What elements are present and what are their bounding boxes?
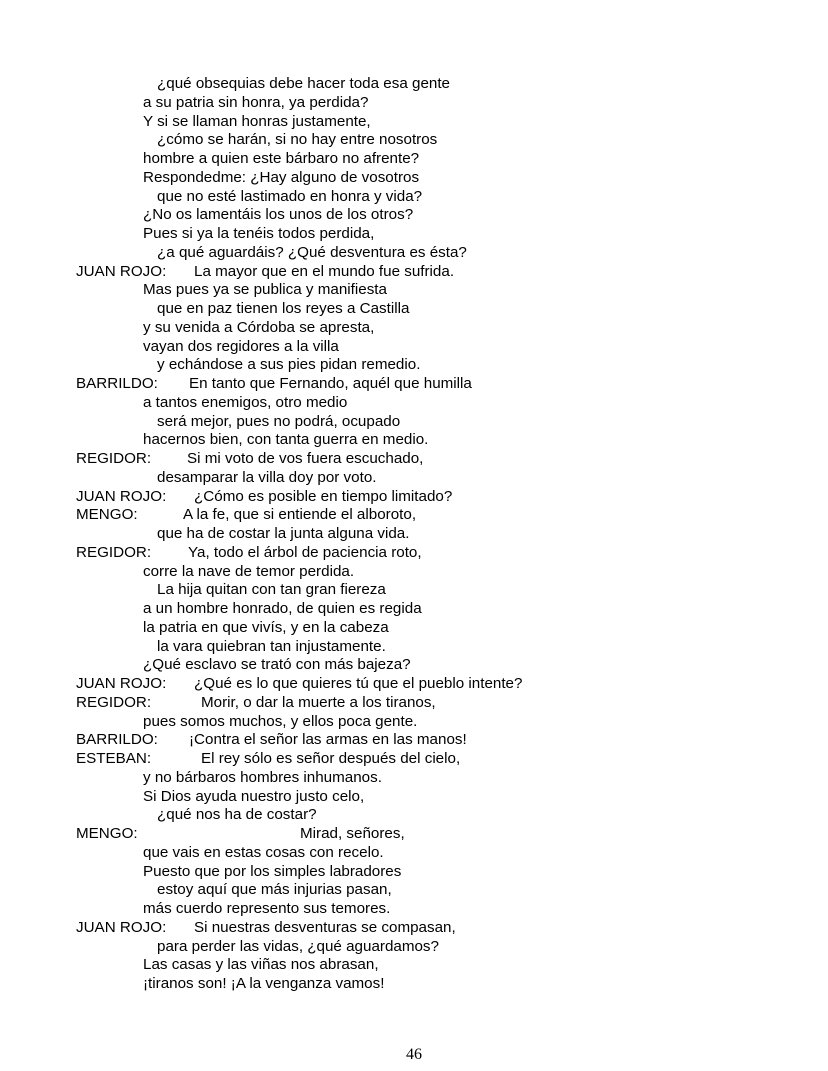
verse-line	[0, 187, 828, 206]
verse-line	[0, 824, 828, 843]
verse-line	[0, 337, 828, 356]
speaker-name: JUAN ROJO:	[76, 262, 167, 280]
verse-line	[0, 130, 828, 149]
verse-text: ¿a qué aguardáis? ¿Qué desventura es ésta?	[157, 243, 467, 261]
verse-line	[0, 449, 828, 468]
verse-text: ¿qué obsequias debe hacer toda esa gente	[157, 75, 451, 92]
verse-text: La mayor que en el mundo fue sufrida.	[194, 262, 455, 280]
verse-line	[0, 674, 828, 693]
verse-line	[0, 93, 828, 112]
verse-line	[0, 955, 828, 974]
verse-text: hacernos bien, con tanta guerra en medio.	[143, 431, 429, 449]
verse-line	[0, 937, 828, 956]
verse-line	[0, 805, 828, 824]
verse-text: Si nuestras desventuras se compasan,	[194, 918, 456, 936]
verse-text: hombre a quien este bárbaro no afrente?	[143, 150, 420, 167]
verse-text: ¡Contra el señor las armas en las manos!	[189, 731, 467, 749]
verse-text: y no bárbaros hombres inhumanos.	[143, 768, 382, 786]
verse-text: ¿Qué es lo que quieres tú que el pueblo intente?	[194, 675, 523, 692]
verse-line	[0, 149, 828, 168]
verse-line	[0, 262, 828, 281]
verse-line	[0, 468, 828, 487]
verse-line	[0, 599, 828, 618]
verse-line	[0, 318, 828, 337]
speaker-name: JUAN ROJO:	[76, 487, 167, 505]
verse-line	[0, 749, 828, 768]
verse-line	[0, 393, 828, 412]
verse-line	[0, 487, 828, 506]
verse-text: más cuerdo represento sus temores.	[143, 900, 391, 917]
speaker-name: BARRILDO:	[76, 731, 158, 749]
verse-text: estoy aquí que más injurias pasan,	[157, 881, 392, 899]
verse-text: a tantos enemigos, otro medio	[143, 393, 348, 411]
verse-line	[0, 543, 828, 562]
verse-line	[0, 112, 828, 131]
verse-text: que ha de costar la junta alguna vida.	[157, 525, 410, 542]
verse-text: Las casas y las viñas nos abrasan,	[143, 956, 379, 974]
speaker-name: REGIDOR:	[76, 543, 152, 561]
verse-line	[0, 280, 828, 299]
verse-text: la patria en que vivís, y en la cabeza	[143, 618, 389, 636]
verse-text: a su patria sin honra, ya perdida?	[143, 93, 369, 111]
verse-line	[0, 224, 828, 243]
verse-text: será mejor, pues no podrá, ocupado	[157, 412, 401, 430]
speaker-name: REGIDOR:	[76, 450, 152, 467]
verse-text: Pues si ya la tenéis todos perdida,	[143, 225, 375, 242]
speaker-name: REGIDOR:	[76, 693, 152, 711]
speaker-name: JUAN ROJO:	[76, 918, 167, 936]
verse-text: ¿No os lamentáis los unos de los otros?	[143, 206, 414, 224]
verse-text: Mirad, señores,	[300, 825, 405, 842]
verse-line	[0, 655, 828, 674]
verse-text: A la fe, que si entiende el alboroto,	[183, 506, 417, 524]
verse-text: a un hombre honrado, de quien es regida	[143, 600, 422, 617]
verse-line	[0, 430, 828, 449]
speaker-name: JUAN ROJO:	[76, 675, 167, 692]
verse-line	[0, 524, 828, 543]
verse-line	[0, 730, 828, 749]
verse-text: pues somos muchos, y ellos poca gente.	[143, 712, 418, 730]
verse-text: corre la nave de temor perdida.	[143, 562, 355, 580]
verse-line	[0, 299, 828, 318]
verse-text: Morir, o dar la muerte a los tiranos,	[201, 693, 436, 711]
verse-line	[0, 374, 828, 393]
verse-line	[0, 899, 828, 918]
verse-text: que vais en estas cosas con recelo.	[143, 843, 384, 861]
verse-text: ¡tiranos son! ¡A la venganza vamos!	[143, 975, 385, 992]
verse-line	[0, 712, 828, 731]
verse-text: Ya, todo el árbol de paciencia roto,	[188, 543, 422, 561]
verse-line	[0, 787, 828, 806]
verse-text: que en paz tienen los reyes a Castilla	[157, 300, 410, 317]
verse-line	[0, 505, 828, 524]
verse-text: desamparar la villa doy por voto.	[157, 468, 377, 486]
verse-text: y su venida a Córdoba se apresta,	[143, 318, 375, 336]
page-number: 46	[406, 1046, 422, 1063]
verse-line	[0, 768, 828, 787]
verse-line	[0, 880, 828, 899]
verse-text: En tanto que Fernando, aquél que humilla	[189, 375, 472, 392]
verse-line	[0, 168, 828, 187]
verse-text: y echándose a sus pies pidan remedio.	[157, 356, 421, 374]
verse-line	[0, 637, 828, 656]
verse-text: La hija quitan con tan gran fiereza	[157, 581, 386, 599]
verse-text: que no esté lastimado en honra y vida?	[157, 187, 423, 205]
verse-text: Mas pues ya se publica y manifiesta	[143, 281, 387, 299]
verse-line	[0, 618, 828, 637]
verse-line	[0, 693, 828, 712]
verse-text: Si mi voto de vos fuera escuchado,	[187, 450, 424, 467]
verse-line	[0, 918, 828, 937]
verse-line	[0, 205, 828, 224]
speaker-name: BARRILDO:	[76, 375, 158, 392]
verse-text: ¿Qué esclavo se trató con más bajeza?	[143, 656, 411, 674]
verse-line	[0, 974, 828, 993]
verse-text: vayan dos regidores a la villa	[143, 337, 339, 355]
verse-text: ¿Cómo es posible en tiempo limitado?	[194, 487, 453, 505]
verse-line	[0, 243, 828, 262]
verse-text: Y si se llaman honras justamente,	[143, 112, 371, 130]
verse-line	[0, 412, 828, 431]
verse-text: Puesto que por los simples labradores	[143, 862, 402, 880]
verse-text: ¿cómo se harán, si no hay entre nosotros	[157, 131, 438, 149]
verse-line	[0, 862, 828, 881]
verse-line	[0, 74, 828, 93]
verse-text: para perder las vidas, ¿qué aguardamos?	[157, 937, 439, 955]
speaker-name: ESTEBAN:	[76, 750, 152, 767]
verse-line	[0, 355, 828, 374]
verse-line	[0, 580, 828, 599]
verse-text: El rey sólo es señor después del cielo,	[201, 750, 461, 767]
verse-line	[0, 562, 828, 581]
speaker-name: MENGO:	[76, 825, 138, 842]
verse-text: ¿qué nos ha de costar?	[157, 806, 317, 824]
verse-text: Respondedme: ¿Hay alguno de vosotros	[143, 168, 420, 186]
speaker-name: MENGO:	[76, 506, 138, 524]
verse-text: Si Dios ayuda nuestro justo celo,	[143, 787, 365, 805]
verse-line	[0, 843, 828, 862]
verse-text: la vara quiebran tan injustamente.	[157, 637, 386, 655]
